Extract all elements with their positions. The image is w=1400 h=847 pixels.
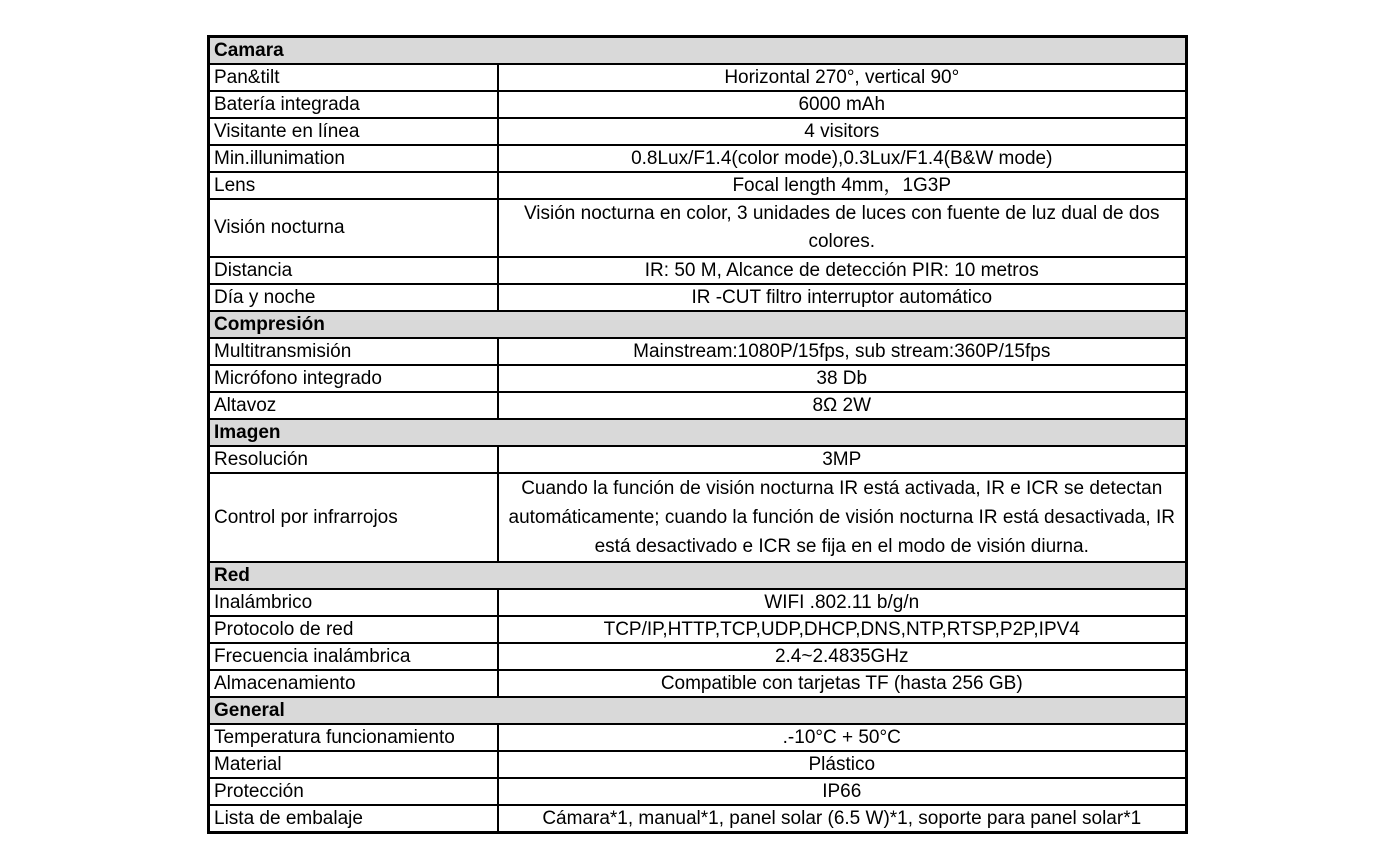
row-label: Inalámbrico xyxy=(209,589,498,616)
row-value: 6000 mAh xyxy=(498,91,1187,118)
table-row xyxy=(209,751,1187,778)
table-row xyxy=(209,724,1187,751)
table-row xyxy=(209,473,1187,562)
row-label: Temperatura funcionamiento xyxy=(209,724,498,751)
row-label: Lista de embalaje xyxy=(209,805,498,833)
row-value: 2.4~2.4835GHz xyxy=(498,643,1187,670)
table-row xyxy=(209,778,1187,805)
section-header-red xyxy=(209,562,1187,589)
row-value: Compatible con tarjetas TF (hasta 256 GB) xyxy=(498,670,1187,697)
row-label: Multitransmisión xyxy=(209,338,498,365)
table-row xyxy=(209,64,1187,91)
table-row xyxy=(209,392,1187,419)
table-row xyxy=(209,365,1187,392)
row-label: Protección xyxy=(209,778,498,805)
table-row xyxy=(209,643,1187,670)
section-header-imagen xyxy=(209,419,1187,446)
section-title: Imagen xyxy=(209,419,1187,446)
row-value: Visión nocturna en color, 3 unidades de luces con fuente de luz dual de dos colores. xyxy=(498,199,1187,257)
row-label: Día y noche xyxy=(209,284,498,311)
table-row xyxy=(209,91,1187,118)
table-row xyxy=(209,338,1187,365)
row-value: TCP/IP,HTTP,TCP,UDP,DHCP,DNS,NTP,RTSP,P2P,IPV4 xyxy=(498,616,1187,643)
row-value: Horizontal 270°, vertical 90° xyxy=(498,64,1187,91)
row-value: 4 visitors xyxy=(498,118,1187,145)
row-value: WIFI .802.11 b/g/n xyxy=(498,589,1187,616)
row-label: Resolución xyxy=(209,446,498,473)
table-row xyxy=(209,284,1187,311)
table-row xyxy=(209,172,1187,199)
row-label: Min.illunimation xyxy=(209,145,498,172)
row-label: Lens xyxy=(209,172,498,199)
section-title: Camara xyxy=(209,37,1187,65)
row-label: Frecuencia inalámbrica xyxy=(209,643,498,670)
row-value: 3MP xyxy=(498,446,1187,473)
row-value: 0.8Lux/F1.4(color mode),0.3Lux/F1.4(B&W mode) xyxy=(498,145,1187,172)
row-value: 38 Db xyxy=(498,365,1187,392)
table-row xyxy=(209,670,1187,697)
row-label: Visitante en línea xyxy=(209,118,498,145)
row-label: Pan&tilt xyxy=(209,64,498,91)
row-value: IR -CUT filtro interruptor automático xyxy=(498,284,1187,311)
row-value: Cámara*1, manual*1, panel solar (6.5 W)*1, soporte para panel solar*1 xyxy=(498,805,1187,833)
table-row xyxy=(209,616,1187,643)
row-value: IP66 xyxy=(498,778,1187,805)
row-value: IR: 50 M, Alcance de detección PIR: 10 metros xyxy=(498,257,1187,284)
section-header-compresion xyxy=(209,311,1187,338)
row-value: Cuando la función de visión nocturna IR está activada, IR e ICR se detectan automáticamente; cuando la función de visión nocturna IR está desactivada, IR está desactivado e ICR se fija en el modo de visión diurna. xyxy=(498,473,1187,562)
row-value: 8Ω 2W xyxy=(498,392,1187,419)
row-label: Micrófono integrado xyxy=(209,365,498,392)
row-label: Almacenamiento xyxy=(209,670,498,697)
row-value: Mainstream:1080P/15fps, sub stream:360P/15fps xyxy=(498,338,1187,365)
row-value: Plástico xyxy=(498,751,1187,778)
table-row xyxy=(209,118,1187,145)
section-title: General xyxy=(209,697,1187,724)
table-row xyxy=(209,589,1187,616)
table-row xyxy=(209,145,1187,172)
table-row xyxy=(209,257,1187,284)
row-value: .-10°C + 50°C xyxy=(498,724,1187,751)
table-row xyxy=(209,446,1187,473)
section-title: Compresión xyxy=(209,311,1187,338)
section-header-camara xyxy=(209,37,1187,65)
row-label: Protocolo de red xyxy=(209,616,498,643)
table-row xyxy=(209,805,1187,833)
row-label: Batería integrada xyxy=(209,91,498,118)
table-row xyxy=(209,199,1187,257)
section-header-general xyxy=(209,697,1187,724)
row-value: Focal length 4mm，1G3P xyxy=(498,172,1187,199)
row-label: Material xyxy=(209,751,498,778)
row-label: Altavoz xyxy=(209,392,498,419)
section-title: Red xyxy=(209,562,1187,589)
row-label: Distancia xyxy=(209,257,498,284)
row-label: Control por infrarrojos xyxy=(209,473,498,562)
spec-table xyxy=(207,35,1188,834)
row-label: Visión nocturna xyxy=(209,199,498,257)
